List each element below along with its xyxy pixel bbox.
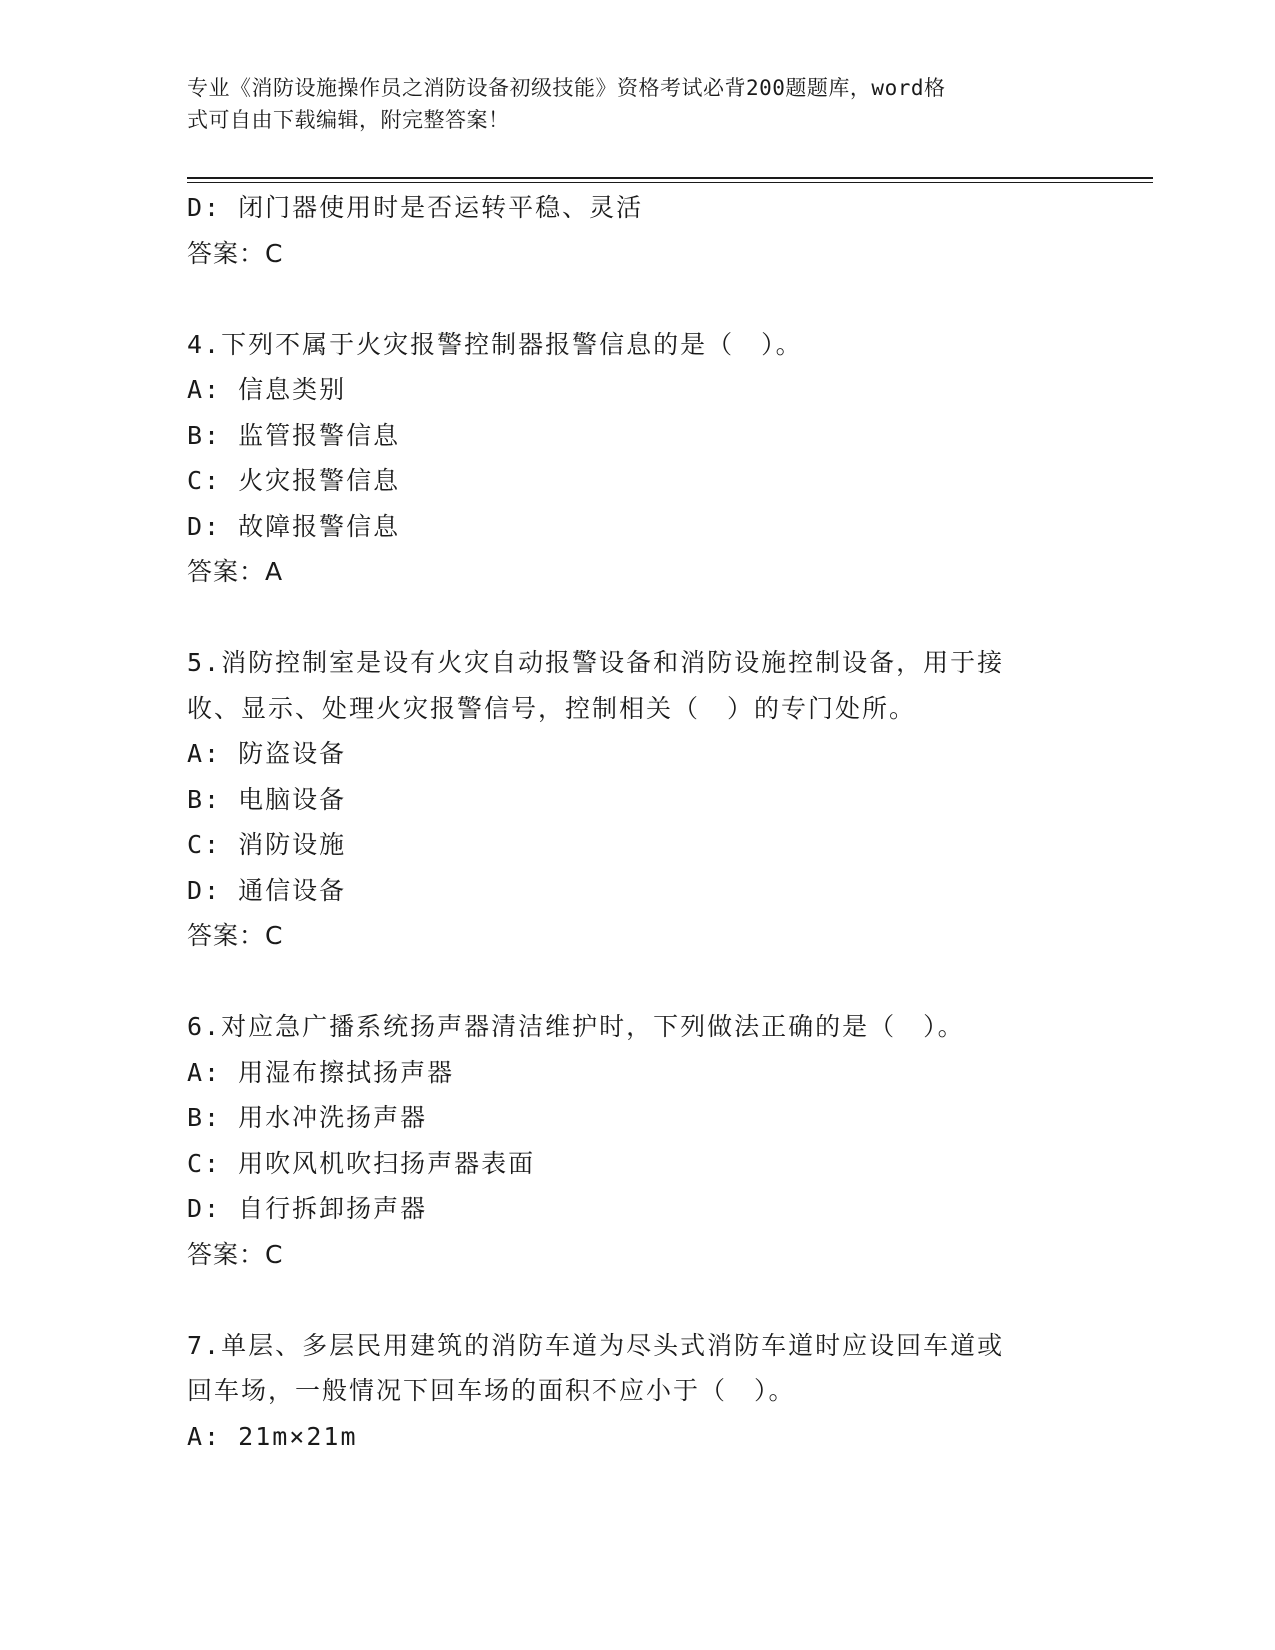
document-header — [187, 72, 1067, 136]
option-a: A: 用湿布擦拭扬声器 — [187, 1057, 455, 1087]
question-7 — [187, 1323, 1087, 1460]
question-4 — [187, 322, 1087, 595]
option-c: C: 消防设施 — [187, 830, 347, 859]
option-d: D: 故障报警信息 — [187, 511, 401, 541]
option-d: D: 闭门器使用时是否运转平稳、灵活 — [187, 193, 644, 222]
question-stem: 4.下列不属于火灾报警控制器报警信息的是（ ）。 — [187, 329, 803, 359]
question-6 — [187, 1004, 1087, 1277]
question-stem-line-1: 7.单层、多层民用建筑的消防车道为尽头式消防车道时应设回车道或 — [187, 1330, 1005, 1360]
option-a: A: 信息类别 — [187, 375, 347, 404]
option-b: B: 电脑设备 — [187, 784, 347, 814]
question-3-tail — [187, 185, 1087, 276]
question-5 — [187, 640, 1087, 959]
question-list — [187, 185, 1087, 1459]
answer-line: 答案：C — [187, 921, 284, 950]
header-divider-thick — [187, 177, 1153, 179]
question-stem: 6.对应急广播系统扬声器清洁维护时，下列做法正确的是（ ）。 — [187, 1012, 965, 1041]
option-c: C: 用吹风机吹扫扬声器表面 — [187, 1148, 536, 1178]
option-c: C: 火灾报警信息 — [187, 466, 401, 495]
answer-line: 答案：A — [187, 557, 284, 586]
option-d: D: 自行拆卸扬声器 — [187, 1194, 428, 1223]
header-line-1: 专业《消防设施操作员之消防设备初级技能》资格考试必背200题题库，word格 — [187, 76, 946, 100]
question-stem-line-1: 5.消防控制室是设有火灾自动报警设备和消防设施控制设备，用于接 — [187, 648, 1005, 677]
option-a: A: 防盗设备 — [187, 739, 347, 768]
answer-line: 答案：C — [187, 1239, 284, 1269]
option-a: A: 21m×21m — [187, 1421, 358, 1451]
option-b: B: 监管报警信息 — [187, 420, 401, 450]
question-stem-line-2: 收、显示、处理火灾报警信号，控制相关（ ）的专门处所。 — [187, 693, 917, 723]
option-b: B: 用水冲洗扬声器 — [187, 1103, 428, 1132]
option-d: D: 通信设备 — [187, 875, 347, 905]
header-divider-thin — [187, 182, 1153, 183]
header-line-2: 式可自由下载编辑，附完整答案！ — [187, 108, 510, 132]
answer-line: 答案：C — [187, 238, 284, 268]
question-stem-line-2: 回车场，一般情况下回车场的面积不应小于（ ）。 — [187, 1376, 796, 1405]
